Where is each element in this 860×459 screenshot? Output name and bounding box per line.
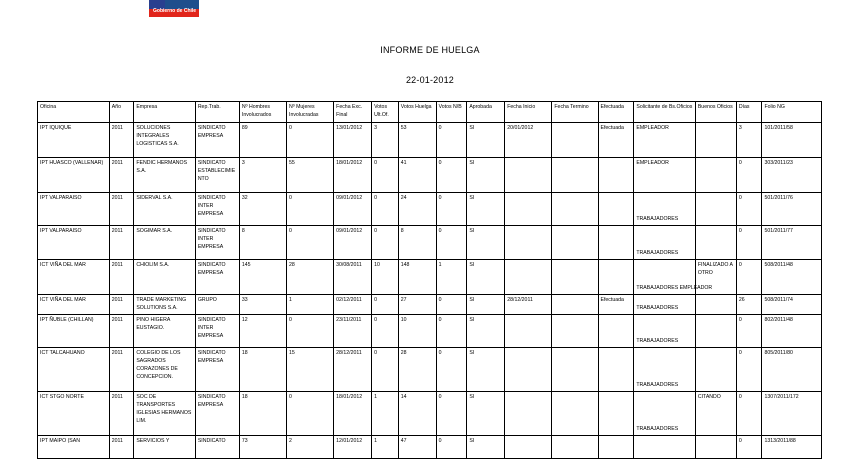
table-cell: SINDICATO	[195, 436, 239, 459]
table-cell	[695, 348, 736, 392]
table-cell	[505, 226, 552, 260]
report-title: INFORME DE HUELGA	[380, 45, 480, 55]
table-cell: GRUPO	[195, 295, 239, 315]
table-cell	[695, 123, 736, 158]
table-cell: SI	[467, 123, 505, 158]
table-cell: 0	[736, 158, 762, 193]
table-cell: 1313/2011/88	[762, 436, 822, 459]
table-cell	[552, 158, 598, 193]
table-cell: SOGIMAR S.A.	[134, 226, 195, 260]
table-cell: SINDICATO INTER EMPRESA	[195, 315, 239, 348]
table-cell: 73	[239, 436, 286, 459]
table-cell: 0	[436, 123, 467, 158]
table-cell: 0	[736, 226, 762, 260]
table-cell-text: TRABAJADORES	[636, 426, 679, 432]
table-cell: 145	[239, 260, 286, 295]
table-row	[38, 123, 822, 158]
table-cell: SIDERVAL S.A.	[134, 193, 195, 226]
table-cell: SINDICATO EMPRESA	[195, 392, 239, 436]
table-cell: SINDICATO INTER EMPRESA	[195, 226, 239, 260]
table-cell: 148	[398, 260, 436, 295]
column-header: Votos Huelga	[398, 102, 436, 123]
table-cell: 12	[239, 315, 286, 348]
table-cell	[552, 193, 598, 226]
table-cell: 53	[398, 123, 436, 158]
table-cell	[634, 260, 713, 295]
table-cell: 26	[736, 295, 762, 315]
table-cell	[505, 348, 552, 392]
table-row	[38, 436, 822, 459]
table-cell: SI	[467, 226, 505, 260]
column-header: Empresa	[134, 102, 195, 123]
table-cell: 0	[436, 295, 467, 315]
table-cell: 0	[287, 315, 334, 348]
table-cell	[598, 436, 634, 459]
table-cell: ICT STGO NORTE	[38, 392, 110, 436]
table-cell-text: TRABAJADORES EMPLEADOR	[636, 285, 713, 291]
table-cell: 2011	[109, 315, 134, 348]
table-cell: 3	[736, 123, 762, 158]
table-cell: 09/01/2012	[334, 193, 372, 226]
table-cell: SOLUCIONES INTEGRALES LOGISTICAS S.A.	[134, 123, 195, 158]
table-cell	[598, 226, 634, 260]
table-cell	[634, 193, 695, 226]
table-header-row	[38, 102, 822, 123]
table-cell: 0	[736, 436, 762, 459]
table-cell: 0	[436, 436, 467, 459]
table-cell: SINDICATO EMPRESA	[195, 123, 239, 158]
table-cell: 0	[287, 193, 334, 226]
table-cell	[598, 348, 634, 392]
table-cell	[552, 123, 598, 158]
table-cell: SINDICATO EMPRESA	[195, 348, 239, 392]
table-row	[38, 392, 822, 436]
table-cell	[598, 260, 634, 295]
table-cell: IPT MAIPO (SAN	[38, 436, 110, 459]
table-cell: 2011	[109, 436, 134, 459]
table-cell: IPT ÑUBLE (CHILLAN)	[38, 315, 110, 348]
column-header: Rep.Trab.	[195, 102, 239, 123]
table-cell-text: TRABAJADORES	[636, 216, 679, 222]
table-cell: 28/12/2011	[334, 348, 372, 392]
table-cell	[695, 295, 736, 315]
government-logo	[149, 0, 199, 17]
table-cell: 0	[372, 226, 399, 260]
column-header: Fecha Exc. Final	[334, 102, 372, 123]
table-cell: SI	[467, 315, 505, 348]
table-cell: EMPLEADOR	[634, 158, 695, 193]
column-header: Días	[736, 102, 762, 123]
table-cell: SI	[467, 436, 505, 459]
table-cell: 13/01/2012	[334, 123, 372, 158]
table-cell: IPT VALPARAISO	[38, 193, 110, 226]
table-cell: SINDICATO EMPRESA	[195, 260, 239, 295]
table-cell: 0	[372, 315, 399, 348]
table-cell: 0	[736, 260, 762, 295]
table-cell-text: TRABAJADORES	[636, 305, 679, 311]
table-row	[38, 295, 822, 315]
table-cell: 47	[398, 436, 436, 459]
column-header: Nº Hombres Involucrados	[239, 102, 286, 123]
table-cell: COLEGIO DE LOS SAGRADOS CORAZONES DE CONCEPCION.	[134, 348, 195, 392]
table-cell: 41	[398, 158, 436, 193]
table-cell	[552, 436, 598, 459]
table-cell: 15	[287, 348, 334, 392]
table-cell: 8	[239, 226, 286, 260]
table-cell: 27	[398, 295, 436, 315]
table-cell: 55	[287, 158, 334, 193]
strike-report-table	[37, 101, 822, 459]
table-cell: FENDIC HERMANOS S.A.	[134, 158, 195, 193]
table-cell: 1307/2011/172	[762, 392, 822, 436]
table-cell: 20/01/2012	[505, 123, 552, 158]
table-cell: SI	[467, 193, 505, 226]
table-cell: 0	[736, 392, 762, 436]
table-cell: 23/11/2011	[334, 315, 372, 348]
table-cell: 2011	[109, 123, 134, 158]
table-cell: 501/2011/77	[762, 226, 822, 260]
table-cell: 18	[239, 392, 286, 436]
table-cell	[695, 436, 736, 459]
table-row	[38, 158, 822, 193]
table-cell	[552, 260, 598, 295]
table-cell: 2011	[109, 392, 134, 436]
table-cell: 2011	[109, 193, 134, 226]
table-cell: 0	[372, 295, 399, 315]
table-cell	[505, 260, 552, 295]
table-cell: 10	[398, 315, 436, 348]
table-cell: IPT VALPARAISO	[38, 226, 110, 260]
table-cell: PINO HIGERA EUSTAGIO.	[134, 315, 195, 348]
table-cell: 0	[287, 226, 334, 260]
table-cell: 0	[436, 226, 467, 260]
table-cell: 18/01/2012	[334, 158, 372, 193]
logo-text: Gobierno de Chile	[153, 8, 197, 14]
column-header: Nº Mujeres Involucradas	[287, 102, 334, 123]
table-cell	[598, 158, 634, 193]
table-cell	[505, 436, 552, 459]
table-cell: 805/2011/80	[762, 348, 822, 392]
table-cell: IPT HUASCO (VALLENAR)	[38, 158, 110, 193]
table-cell: 0	[436, 348, 467, 392]
column-header: Solicitante de Bs.Oficios	[634, 102, 695, 123]
report-date: 22-01-2012	[405, 75, 455, 85]
table-cell: 2	[287, 436, 334, 459]
table-cell: ICT TALCAHUANO	[38, 348, 110, 392]
table-cell: 18	[239, 348, 286, 392]
column-header: Efectuada	[598, 102, 634, 123]
table-cell: 89	[239, 123, 286, 158]
table-row	[38, 315, 822, 348]
table-cell	[552, 348, 598, 392]
table-cell: 0	[736, 315, 762, 348]
table-cell: 0	[736, 348, 762, 392]
column-header: Oficina	[38, 102, 110, 123]
table-row	[38, 348, 822, 392]
table-cell: 0	[372, 193, 399, 226]
table-cell	[634, 226, 695, 260]
table-cell: 0	[436, 315, 467, 348]
table-row	[38, 193, 822, 226]
table-cell: 28	[287, 260, 334, 295]
table-cell: FINALIZADO A OTRO	[695, 260, 736, 295]
column-header: Votos N/B	[436, 102, 467, 123]
table-cell	[695, 158, 736, 193]
table-cell-text: TRABAJADORES	[636, 382, 679, 388]
table-cell: 3	[372, 123, 399, 158]
table-cell: SI	[467, 295, 505, 315]
table-cell: 101/2011/58	[762, 123, 822, 158]
table-cell: SI	[467, 392, 505, 436]
table-cell	[552, 226, 598, 260]
table-cell: 0	[436, 158, 467, 193]
table-cell: 2011	[109, 158, 134, 193]
table-cell: Efectuada	[598, 123, 634, 158]
table-cell: 28	[398, 348, 436, 392]
table-cell: SOC DE TRANSPORTES IGLESIAS HERMANOS LIM.	[134, 392, 195, 436]
table-cell: 14	[398, 392, 436, 436]
table-cell-text: TRABAJADORES	[636, 250, 679, 256]
table-cell	[505, 193, 552, 226]
table-cell: ICT VIÑA DEL MAR	[38, 260, 110, 295]
table-cell	[634, 315, 695, 348]
table-cell: 0	[436, 392, 467, 436]
table-cell	[598, 315, 634, 348]
table-cell: SINDICATO INTER EMPRESA	[195, 193, 239, 226]
table-cell-text: TRABAJADORES	[636, 338, 679, 344]
column-header: Aprobada	[467, 102, 505, 123]
table-cell: 12/01/2012	[334, 436, 372, 459]
table-cell	[634, 436, 695, 459]
table-cell	[598, 193, 634, 226]
table-cell: 3	[239, 158, 286, 193]
table-cell: 1	[436, 260, 467, 295]
table-cell: Efectuada	[598, 295, 634, 315]
table-cell	[695, 226, 736, 260]
table-cell	[552, 392, 598, 436]
table-cell: 2011	[109, 295, 134, 315]
table-cell: 508/2011/74	[762, 295, 822, 315]
table-cell: 24	[398, 193, 436, 226]
table-cell: 0	[372, 158, 399, 193]
table-cell: SINDICATO ESTABLECIMIENTO	[195, 158, 239, 193]
table-cell	[505, 315, 552, 348]
table-cell	[552, 295, 598, 315]
table-cell: 1	[287, 295, 334, 315]
table-cell	[505, 158, 552, 193]
table-cell: 1	[372, 436, 399, 459]
table-cell: 0	[287, 392, 334, 436]
table-row	[38, 260, 822, 295]
table-cell	[695, 315, 736, 348]
table-cell	[695, 193, 736, 226]
table-cell: ICT VIÑA DEL MAR	[38, 295, 110, 315]
table-cell: 2011	[109, 260, 134, 295]
table-cell: TRADE MARKETING SOLUTIONS S.A.	[134, 295, 195, 315]
table-cell: 501/2011/76	[762, 193, 822, 226]
table-cell: EMPLEADOR	[634, 123, 695, 158]
table-cell: 0	[736, 193, 762, 226]
table-cell: 0	[372, 348, 399, 392]
table-cell: SI	[467, 348, 505, 392]
table-cell: 30/08/2011	[334, 260, 372, 295]
table-cell: 28/12/2011	[505, 295, 552, 315]
table-cell: SERVICIOS Y	[134, 436, 195, 459]
table-cell	[598, 392, 634, 436]
table-cell: 2011	[109, 348, 134, 392]
table-cell: 10	[372, 260, 399, 295]
table-cell: IPT IQUIQUE	[38, 123, 110, 158]
table-cell	[552, 315, 598, 348]
table-cell: CITANDO	[695, 392, 736, 436]
column-header: Fecha Inicio	[505, 102, 552, 123]
table-cell	[634, 392, 695, 436]
table-cell	[634, 295, 695, 315]
column-header: Votos Ult.Of.	[372, 102, 399, 123]
table-cell: 1	[372, 392, 399, 436]
table-cell: 0	[436, 193, 467, 226]
table-cell: 2011	[109, 226, 134, 260]
table-cell: 8	[398, 226, 436, 260]
table-cell: 18/01/2012	[334, 392, 372, 436]
table-cell: SI	[467, 260, 505, 295]
table-cell: 32	[239, 193, 286, 226]
table-row	[38, 226, 822, 260]
table-cell: 02/12/2011	[334, 295, 372, 315]
column-header: Buenos Oficios	[695, 102, 736, 123]
table-cell: 33	[239, 295, 286, 315]
table-cell: 303/2011/23	[762, 158, 822, 193]
table-cell: 508/2011/48	[762, 260, 822, 295]
table-cell: 0	[287, 123, 334, 158]
table-cell	[505, 392, 552, 436]
table-cell: 09/01/2012	[334, 226, 372, 260]
table-cell: CHIOLIM S.A.	[134, 260, 195, 295]
table-cell: 802/2011/48	[762, 315, 822, 348]
column-header: Fecha Termino	[552, 102, 598, 123]
table-cell: SI	[467, 158, 505, 193]
column-header: Folio NG	[762, 102, 822, 123]
table-cell	[634, 348, 695, 392]
column-header: Año	[109, 102, 134, 123]
